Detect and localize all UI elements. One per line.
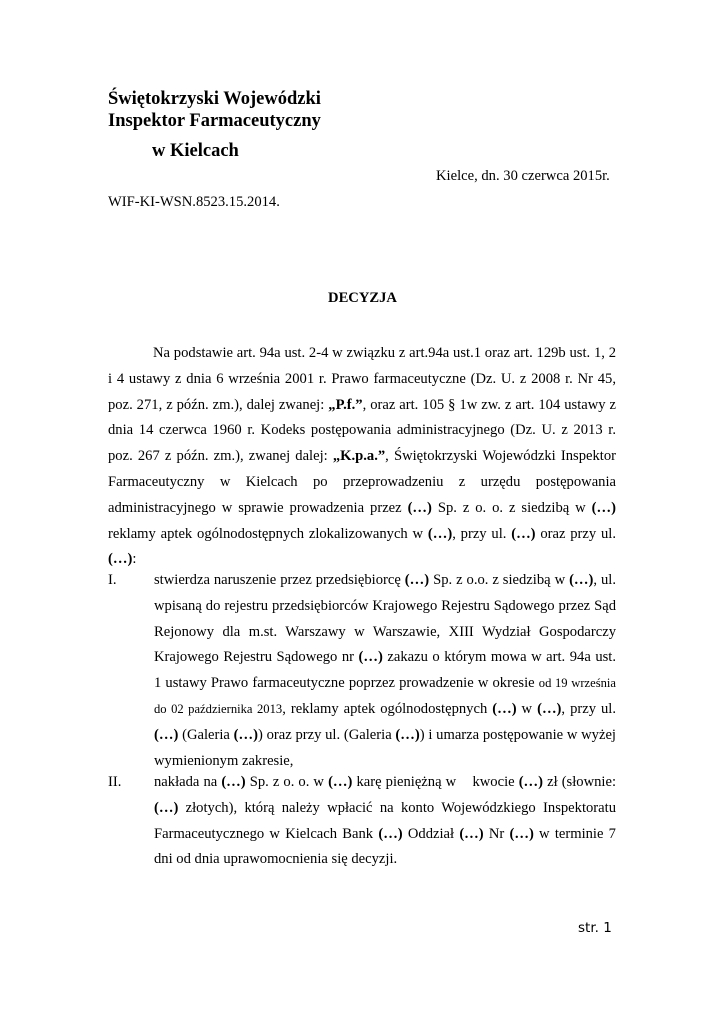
document-title: DECYZJA bbox=[328, 290, 397, 306]
intro-text: reklamy aptek ogólnodostępnych zlokalizowanych w bbox=[108, 525, 428, 542]
redaction: (…) bbox=[404, 572, 430, 588]
item-segment: ) i umarza postępowanie w wyżej wymienionym zakresie, bbox=[154, 726, 616, 769]
item-segment: zł (słownie: bbox=[543, 774, 617, 790]
item-segment: karę pieniężną w kwocie bbox=[352, 774, 519, 790]
page-number: str. 1 bbox=[578, 920, 612, 936]
redaction: (…) bbox=[511, 525, 536, 542]
redaction: (…) bbox=[537, 700, 562, 717]
intro-text: Na podstawie art. 94a ust. 2-4 w związku z art.94a ust.1 oraz art. 129b ust. 1, 2 i 4 ustawy z dnia 6 września 2001 r. Prawo farmaceutyczne (Dz. U. z 2008 r. Nr 45, poz. 271, z późn. zm.), dalej zwanej: bbox=[108, 345, 616, 413]
redaction: (…) bbox=[221, 774, 246, 790]
item-segment: , reklamy aptek ogólnodostępnych bbox=[282, 700, 493, 717]
item-segment: w bbox=[516, 700, 538, 717]
date-place: Kielce, dn. 30 czerwca 2015r. bbox=[436, 168, 610, 184]
item-segment: nakłada na bbox=[154, 774, 222, 790]
redaction: (…) bbox=[358, 649, 383, 666]
redaction: (…) bbox=[154, 726, 179, 743]
item-text bbox=[154, 770, 616, 873]
intro-text: oraz przy ul. bbox=[535, 525, 616, 542]
period-text: od 19 września do 02 października 2013 bbox=[154, 676, 616, 716]
item-number: I. bbox=[108, 572, 117, 588]
reference-number: WIF-KI-WSN.8523.15.2014. bbox=[108, 194, 280, 210]
intro-text: : bbox=[132, 551, 137, 568]
intro-text: Sp. z o. o. z siedzibą w bbox=[431, 499, 592, 516]
item-segment: złotych), którą należy wpłacić na konto Wojewódzkiego Inspektoratu Farmaceutycznego w Kielcach Bank bbox=[154, 799, 616, 842]
redaction: (…) bbox=[569, 572, 594, 588]
redaction: (…) bbox=[233, 726, 258, 743]
redaction: (…) bbox=[407, 499, 432, 516]
item-segment: Sp. z o. o. w bbox=[245, 774, 329, 790]
kpa-abbrev: „K.p.a.” bbox=[332, 448, 386, 465]
redaction: (…) bbox=[509, 825, 534, 842]
authority-location: w Kielcach bbox=[152, 141, 239, 161]
item-segment: ) oraz przy ul. (Galeria bbox=[257, 726, 396, 743]
redaction: (…) bbox=[378, 825, 403, 842]
item-segment: (Galeria bbox=[178, 726, 234, 743]
redaction: (…) bbox=[427, 525, 453, 542]
intro-text: , przy ul. bbox=[452, 525, 512, 542]
redaction: (…) bbox=[154, 799, 179, 816]
redaction: (…) bbox=[591, 499, 616, 516]
pf-abbrev: „P.f.” bbox=[328, 396, 363, 413]
redaction: (…) bbox=[328, 774, 353, 790]
item-segment: Oddział bbox=[402, 825, 460, 842]
item-segment: , ul. wpisaną do rejestru przedsiębiorców Krajowego Rejestru Sądowego przez Sąd Rejonowy dla m.st. Warszawy w Warszawie, XIII Wydział Gospodarczy Krajowego Rejestru Sądowego nr bbox=[154, 572, 616, 666]
redaction: (…) bbox=[459, 825, 484, 842]
item-segment: stwierdza naruszenie przez przedsiębiorcę bbox=[154, 572, 405, 588]
item-segment: , przy ul. bbox=[561, 700, 616, 717]
authority-name-line1: Świętokrzyski Wojewódzki bbox=[108, 89, 321, 109]
item-segment: Sp. z o.o. z siedzibą w bbox=[429, 572, 570, 588]
intro-text: , oraz art. 105 § 1w zw. z art. 104 ustawy z dnia 14 czerwca 1960 r. Kodeks postępowania administracyjnego (Dz. U. z 2013 r. poz. 267 z późn. zm.), zwanej dalej: bbox=[108, 396, 617, 465]
item-segment: w terminie 7 dni od dnia uprawomocnienia się decyzji. bbox=[154, 825, 616, 868]
intro-paragraph bbox=[108, 341, 616, 573]
intro-text: , Świętokrzyski Wojewódzki Inspektor Farmaceutyczny w Kielcach po przeprowadzeniu z urzędu postępowania administracyjnego w sprawie prowadzenia przez bbox=[108, 448, 616, 516]
redaction: (…) bbox=[518, 774, 544, 790]
authority-name-line2: Inspektor Farmaceutyczny bbox=[108, 111, 321, 131]
redaction: (…) bbox=[108, 551, 133, 568]
redaction: (…) bbox=[492, 700, 517, 717]
item-segment: Nr bbox=[483, 825, 510, 842]
item-text bbox=[154, 568, 616, 774]
redaction: (…) bbox=[395, 726, 420, 743]
item-number: II. bbox=[108, 774, 122, 790]
item-segment: zakazu o którym mowa w art. 94a ust. 1 ustawy Prawo farmaceutyczne poprzez prowadzenie w okresie bbox=[154, 649, 616, 692]
